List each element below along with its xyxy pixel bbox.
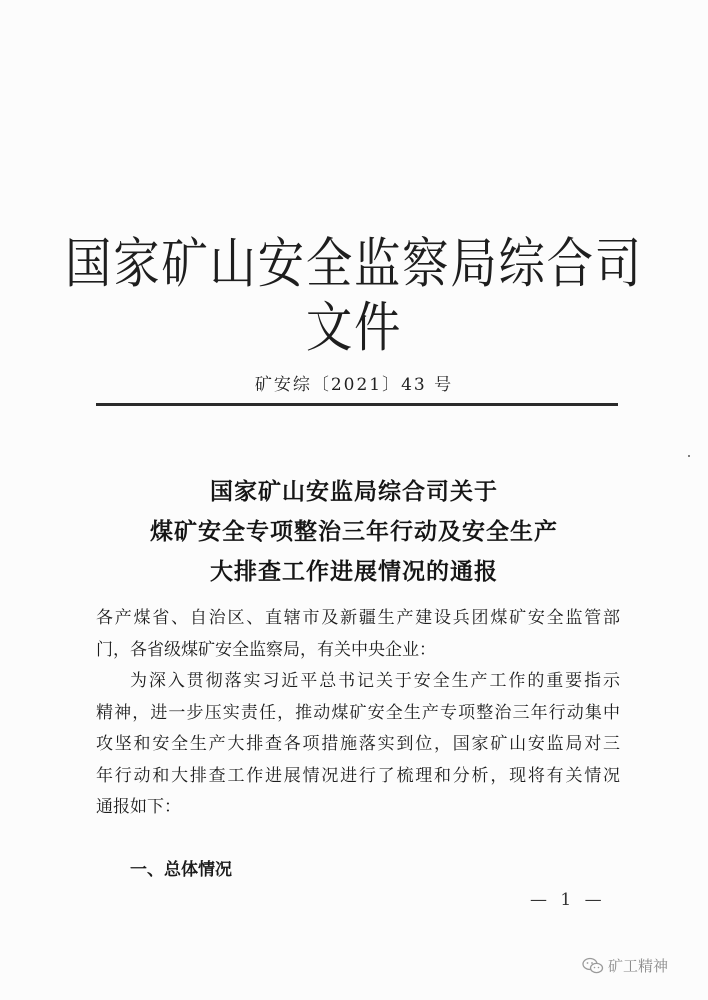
section-heading: 一、总体情况 [130,860,232,880]
paragraph-line: 年行动和大排查工作进展情况进行了梳理和分析，现将有关情况 [96,765,620,786]
notice-title-line: 煤矿安全专项整治三年行动及安全生产 [150,518,558,545]
addressee-line: 各产煤省、自治区、直辖市及新疆生产建设兵团煤矿安全监管部 [96,608,620,628]
notice-title-line: 大排查工作进展情况的通报 [210,558,498,585]
document-number: 矿安综〔2021〕43 号 [254,375,454,395]
document-body [96,603,620,824]
notice-title [0,472,708,592]
paragraph-line: 通报如下： [96,797,181,817]
paragraph-line: 攻坚和安全生产大排查各项措施落实到位，国家矿山安监局对三 [96,734,620,754]
document-header-title: 国家矿山安全监察局综合司文件 [65,232,643,359]
header-divider [96,403,618,406]
watermark-text: 矿工精神 [608,957,669,975]
notice-title-line: 国家矿山安监局综合司关于 [210,478,498,505]
page-number: — 1 — [530,890,606,910]
paragraph-line: 精神，进一步压实责任，推动煤矿安全生产专项整治三年行动集中 [96,702,620,723]
watermark [582,955,668,976]
paragraph-line: 为深入贯彻落实习近平总书记关于安全生产工作的重要指示 [130,671,620,691]
wechat-icon [582,957,604,975]
addressee-line: 门，各省级煤矿安全监察局，有关中央企业： [96,639,436,660]
scan-speck [688,455,690,457]
